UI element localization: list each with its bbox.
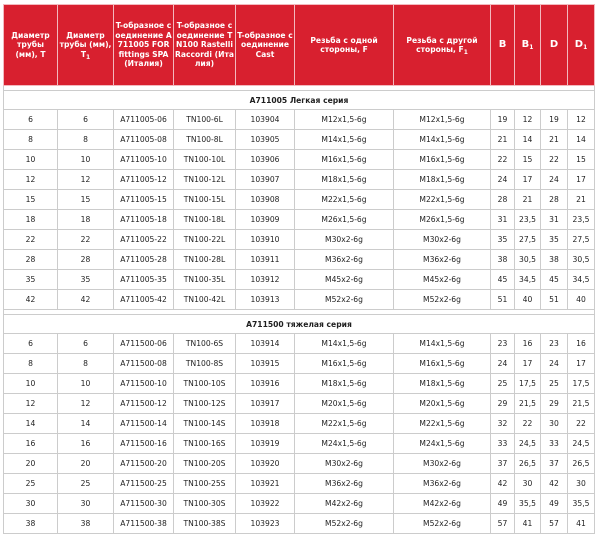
- cell-cast-code: 103913: [236, 290, 295, 310]
- cell-thread-f: M42x2-6g: [295, 494, 394, 514]
- table-header: [4, 5, 595, 86]
- cell-rastelli-code: TN100-12L: [174, 170, 236, 190]
- cell-pipe-diameter-t1: 28: [58, 250, 114, 270]
- cell-thread-f: M16x1,5-6g: [295, 150, 394, 170]
- cell-dim-b1: 17: [515, 354, 541, 374]
- cell-dim-d1: 21,5: [568, 394, 595, 414]
- cell-thread-f1: M45x2-6g: [394, 270, 491, 290]
- cell-dim-d: 57: [541, 514, 568, 534]
- cell-dim-b1: 30,5: [515, 250, 541, 270]
- table-row: [4, 414, 595, 434]
- cell-thread-f: M22x1,5-6g: [295, 190, 394, 210]
- cell-cast-code: 103909: [236, 210, 295, 230]
- section-title-row: [4, 91, 595, 110]
- fitting-spec-table: [3, 4, 595, 534]
- cell-pipe-diameter-t: 8: [4, 130, 58, 150]
- cell-dim-b1: 41: [515, 514, 541, 534]
- table-row: [4, 210, 595, 230]
- cell-thread-f1: M14x1,5-6g: [394, 130, 491, 150]
- cell-pipe-diameter-t1: 8: [58, 354, 114, 374]
- table-row: [4, 150, 595, 170]
- cell-dim-b1: 30: [515, 474, 541, 494]
- cell-pipe-diameter-t1: 14: [58, 414, 114, 434]
- cell-cast-code: 103914: [236, 334, 295, 354]
- cell-dim-d1: 22: [568, 414, 595, 434]
- cell-dim-d: 33: [541, 434, 568, 454]
- cell-rastelli-code: TN100-10S: [174, 374, 236, 394]
- cell-dim-d1: 23,5: [568, 210, 595, 230]
- cell-dim-b: 29: [491, 394, 515, 414]
- cell-rastelli-code: TN100-22L: [174, 230, 236, 250]
- spec-table-container: [3, 4, 594, 534]
- cell-dim-d: 35: [541, 230, 568, 250]
- cell-dim-d: 23: [541, 334, 568, 354]
- cell-for-fittings-code: A711005-15: [114, 190, 174, 210]
- cell-dim-d: 38: [541, 250, 568, 270]
- cell-pipe-diameter-t1: 12: [58, 394, 114, 414]
- cell-thread-f1: M26x1,5-6g: [394, 210, 491, 230]
- cell-dim-d1: 27,5: [568, 230, 595, 250]
- cell-thread-f: M45x2-6g: [295, 270, 394, 290]
- cell-for-fittings-code: A711005-18: [114, 210, 174, 230]
- cell-dim-b: 21: [491, 130, 515, 150]
- cell-rastelli-code: TN100-12S: [174, 394, 236, 414]
- cell-dim-b1: 23,5: [515, 210, 541, 230]
- cell-pipe-diameter-t1: 16: [58, 434, 114, 454]
- cell-dim-b1: 21: [515, 190, 541, 210]
- cell-thread-f: M26x1,5-6g: [295, 210, 394, 230]
- cell-cast-code: 103912: [236, 270, 295, 290]
- cell-thread-f1: M18x1,5-6g: [394, 170, 491, 190]
- cell-for-fittings-code: A711005-42: [114, 290, 174, 310]
- cell-thread-f1: M30x2-6g: [394, 230, 491, 250]
- cell-pipe-diameter-t: 10: [4, 374, 58, 394]
- cell-cast-code: 103905: [236, 130, 295, 150]
- cell-thread-f1: M14x1,5-6g: [394, 334, 491, 354]
- cell-cast-code: 103920: [236, 454, 295, 474]
- cell-for-fittings-code: A711500-25: [114, 474, 174, 494]
- cell-for-fittings-code: A711005-35: [114, 270, 174, 290]
- cell-dim-b1: 26,5: [515, 454, 541, 474]
- cell-thread-f: M18x1,5-6g: [295, 170, 394, 190]
- cell-thread-f: M16x1,5-6g: [295, 354, 394, 374]
- table-row: [4, 454, 595, 474]
- cell-thread-f: M36x2-6g: [295, 474, 394, 494]
- cell-pipe-diameter-t1: 22: [58, 230, 114, 250]
- cell-rastelli-code: TN100-20S: [174, 454, 236, 474]
- header-row: [4, 5, 595, 86]
- cell-dim-b: 38: [491, 250, 515, 270]
- cell-cast-code: 103918: [236, 414, 295, 434]
- cell-thread-f: M18x1,5-6g: [295, 374, 394, 394]
- cell-pipe-diameter-t: 42: [4, 290, 58, 310]
- cell-pipe-diameter-t: 22: [4, 230, 58, 250]
- cell-pipe-diameter-t1: 38: [58, 514, 114, 534]
- table-row: [4, 110, 595, 130]
- cell-dim-b: 37: [491, 454, 515, 474]
- cell-rastelli-code: TN100-15L: [174, 190, 236, 210]
- cell-rastelli-code: TN100-8L: [174, 130, 236, 150]
- cell-thread-f1: M52x2-6g: [394, 514, 491, 534]
- cell-dim-b: 35: [491, 230, 515, 250]
- cell-rastelli-code: TN100-16S: [174, 434, 236, 454]
- table-row: [4, 374, 595, 394]
- cell-dim-b: 42: [491, 474, 515, 494]
- cell-for-fittings-code: A711500-30: [114, 494, 174, 514]
- cell-rastelli-code: TN100-38S: [174, 514, 236, 534]
- cell-dim-d: 49: [541, 494, 568, 514]
- table-row: [4, 394, 595, 414]
- table-row: [4, 290, 595, 310]
- header-thread-f: Резьба с одной стороны, F: [295, 5, 394, 86]
- cell-cast-code: 103923: [236, 514, 295, 534]
- header-pipe-diameter-t1: Диаметр трубы (мм), $T_1$: [58, 5, 114, 86]
- cell-cast-code: 103904: [236, 110, 295, 130]
- cell-rastelli-code: TN100-14S: [174, 414, 236, 434]
- cell-cast-code: 103910: [236, 230, 295, 250]
- cell-for-fittings-code: A711500-20: [114, 454, 174, 474]
- cell-dim-b: 24: [491, 354, 515, 374]
- cell-dim-b: 23: [491, 334, 515, 354]
- cell-thread-f1: M30x2-6g: [394, 454, 491, 474]
- cell-pipe-diameter-t1: 6: [58, 334, 114, 354]
- cell-for-fittings-code: A711500-14: [114, 414, 174, 434]
- cell-for-fittings-code: A711500-08: [114, 354, 174, 374]
- cell-pipe-diameter-t1: 42: [58, 290, 114, 310]
- cell-dim-b1: 34,5: [515, 270, 541, 290]
- cell-dim-d: 28: [541, 190, 568, 210]
- cell-pipe-diameter-t: 6: [4, 110, 58, 130]
- cell-pipe-diameter-t: 30: [4, 494, 58, 514]
- cell-for-fittings-code: A711500-38: [114, 514, 174, 534]
- table-row: [4, 270, 595, 290]
- section-title-row: [4, 315, 595, 334]
- cell-for-fittings-code: A711005-10: [114, 150, 174, 170]
- cell-dim-b: 33: [491, 434, 515, 454]
- cell-thread-f1: M22x1,5-6g: [394, 414, 491, 434]
- table-row: [4, 130, 595, 150]
- cell-dim-d1: 26,5: [568, 454, 595, 474]
- section-title: A711005 Легкая серия: [4, 91, 595, 110]
- cell-rastelli-code: TN100-6L: [174, 110, 236, 130]
- table-body: [4, 86, 595, 534]
- cell-pipe-diameter-t: 38: [4, 514, 58, 534]
- cell-cast-code: 103919: [236, 434, 295, 454]
- cell-dim-b1: 22: [515, 414, 541, 434]
- table-row: [4, 230, 595, 250]
- cell-pipe-diameter-t: 10: [4, 150, 58, 170]
- cell-dim-b1: 24,5: [515, 434, 541, 454]
- table-row: [4, 514, 595, 534]
- cell-rastelli-code: TN100-10L: [174, 150, 236, 170]
- cell-dim-d1: 17,5: [568, 374, 595, 394]
- header-rastelli-raccordi: T-образное соединение TN100 Rastelli Raccordi (Италия): [174, 5, 236, 86]
- cell-thread-f1: M16x1,5-6g: [394, 150, 491, 170]
- cell-cast-code: 103915: [236, 354, 295, 374]
- cell-thread-f: M22x1,5-6g: [295, 414, 394, 434]
- cell-pipe-diameter-t1: 30: [58, 494, 114, 514]
- cell-cast-code: 103907: [236, 170, 295, 190]
- cell-dim-b: 32: [491, 414, 515, 434]
- cell-rastelli-code: TN100-25S: [174, 474, 236, 494]
- cell-pipe-diameter-t1: 10: [58, 150, 114, 170]
- cell-dim-b1: 17: [515, 170, 541, 190]
- cell-pipe-diameter-t1: 25: [58, 474, 114, 494]
- cell-cast-code: 103922: [236, 494, 295, 514]
- cell-dim-d1: 30,5: [568, 250, 595, 270]
- cell-dim-d: 25: [541, 374, 568, 394]
- cell-thread-f: M20x1,5-6g: [295, 394, 394, 414]
- cell-thread-f: M30x2-6g: [295, 454, 394, 474]
- cell-thread-f: M12x1,5-6g: [295, 110, 394, 130]
- cell-thread-f1: M24x1,5-6g: [394, 434, 491, 454]
- cell-for-fittings-code: A711005-06: [114, 110, 174, 130]
- cell-dim-b1: 21,5: [515, 394, 541, 414]
- cell-dim-b1: 15: [515, 150, 541, 170]
- cell-thread-f1: M12x1,5-6g: [394, 110, 491, 130]
- cell-pipe-diameter-t: 18: [4, 210, 58, 230]
- cell-pipe-diameter-t: 12: [4, 394, 58, 414]
- cell-pipe-diameter-t1: 12: [58, 170, 114, 190]
- cell-dim-d: 37: [541, 454, 568, 474]
- cell-for-fittings-code: A711005-08: [114, 130, 174, 150]
- cell-dim-b: 24: [491, 170, 515, 190]
- cell-dim-b: 57: [491, 514, 515, 534]
- cell-thread-f: M24x1,5-6g: [295, 434, 394, 454]
- cell-thread-f: M36x2-6g: [295, 250, 394, 270]
- cell-dim-d1: 16: [568, 334, 595, 354]
- header-pipe-diameter-t: Диаметр трубы (мм), T: [4, 5, 58, 86]
- cell-dim-b1: 17,5: [515, 374, 541, 394]
- cell-dim-d: 21: [541, 130, 568, 150]
- cell-dim-d1: 41: [568, 514, 595, 534]
- cell-dim-b1: 16: [515, 334, 541, 354]
- cell-for-fittings-code: A711500-06: [114, 334, 174, 354]
- cell-rastelli-code: TN100-30S: [174, 494, 236, 514]
- cell-dim-d: 51: [541, 290, 568, 310]
- cell-dim-d: 42: [541, 474, 568, 494]
- cell-rastelli-code: TN100-6S: [174, 334, 236, 354]
- cell-dim-b1: 35,5: [515, 494, 541, 514]
- cell-for-fittings-code: A711500-16: [114, 434, 174, 454]
- header-b: B: [491, 5, 515, 86]
- cell-cast-code: 103921: [236, 474, 295, 494]
- cell-thread-f1: M52x2-6g: [394, 290, 491, 310]
- cell-pipe-diameter-t: 28: [4, 250, 58, 270]
- cell-pipe-diameter-t1: 10: [58, 374, 114, 394]
- cell-thread-f1: M22x1,5-6g: [394, 190, 491, 210]
- cell-pipe-diameter-t: 8: [4, 354, 58, 374]
- cell-pipe-diameter-t: 6: [4, 334, 58, 354]
- cell-cast-code: 103917: [236, 394, 295, 414]
- cell-dim-d: 19: [541, 110, 568, 130]
- cell-pipe-diameter-t: 12: [4, 170, 58, 190]
- cell-for-fittings-code: A711500-12: [114, 394, 174, 414]
- header-cast: T-образное соединение Cast: [236, 5, 295, 86]
- cell-dim-b: 51: [491, 290, 515, 310]
- cell-dim-d: 31: [541, 210, 568, 230]
- cell-thread-f: M52x2-6g: [295, 514, 394, 534]
- table-row: [4, 434, 595, 454]
- cell-thread-f: M52x2-6g: [295, 290, 394, 310]
- cell-pipe-diameter-t: 20: [4, 454, 58, 474]
- cell-rastelli-code: TN100-42L: [174, 290, 236, 310]
- cell-thread-f: M14x1,5-6g: [295, 334, 394, 354]
- table-row: [4, 250, 595, 270]
- cell-pipe-diameter-t: 35: [4, 270, 58, 290]
- cell-cast-code: 103916: [236, 374, 295, 394]
- table-row: [4, 354, 595, 374]
- cell-for-fittings-code: A711500-10: [114, 374, 174, 394]
- cell-thread-f1: M36x2-6g: [394, 474, 491, 494]
- cell-dim-d1: 24,5: [568, 434, 595, 454]
- cell-dim-b: 45: [491, 270, 515, 290]
- cell-dim-b1: 14: [515, 130, 541, 150]
- cell-thread-f1: M20x1,5-6g: [394, 394, 491, 414]
- cell-for-fittings-code: A711005-22: [114, 230, 174, 250]
- cell-dim-d1: 12: [568, 110, 595, 130]
- cell-dim-d1: 34,5: [568, 270, 595, 290]
- cell-pipe-diameter-t1: 35: [58, 270, 114, 290]
- cell-rastelli-code: TN100-8S: [174, 354, 236, 374]
- cell-pipe-diameter-t1: 20: [58, 454, 114, 474]
- cell-dim-b: 19: [491, 110, 515, 130]
- cell-thread-f1: M18x1,5-6g: [394, 374, 491, 394]
- cell-for-fittings-code: A711005-28: [114, 250, 174, 270]
- table-row: [4, 170, 595, 190]
- cell-dim-d: 29: [541, 394, 568, 414]
- cell-dim-d1: 35,5: [568, 494, 595, 514]
- cell-dim-d1: 15: [568, 150, 595, 170]
- cell-dim-b: 28: [491, 190, 515, 210]
- header-thread-f1: Резьба с другой стороны, $F_1$: [394, 5, 491, 86]
- header-d: D: [541, 5, 568, 86]
- header-for-fittings-spa: T-образное соединение A711005 FOR fittings SPA (Италия): [114, 5, 174, 86]
- table-row: [4, 494, 595, 514]
- cell-pipe-diameter-t1: 8: [58, 130, 114, 150]
- cell-rastelli-code: TN100-35L: [174, 270, 236, 290]
- cell-pipe-diameter-t: 14: [4, 414, 58, 434]
- cell-dim-d1: 40: [568, 290, 595, 310]
- cell-pipe-diameter-t1: 6: [58, 110, 114, 130]
- table-row: [4, 334, 595, 354]
- cell-dim-b1: 40: [515, 290, 541, 310]
- cell-dim-d1: 17: [568, 354, 595, 374]
- cell-thread-f: M30x2-6g: [295, 230, 394, 250]
- cell-dim-b: 22: [491, 150, 515, 170]
- cell-pipe-diameter-t: 25: [4, 474, 58, 494]
- cell-dim-d: 45: [541, 270, 568, 290]
- cell-dim-d: 22: [541, 150, 568, 170]
- cell-dim-b: 25: [491, 374, 515, 394]
- cell-cast-code: 103908: [236, 190, 295, 210]
- cell-pipe-diameter-t1: 18: [58, 210, 114, 230]
- cell-cast-code: 103906: [236, 150, 295, 170]
- section-title: A711500 тяжелая серия: [4, 315, 595, 334]
- cell-dim-d: 24: [541, 170, 568, 190]
- cell-thread-f: M14x1,5-6g: [295, 130, 394, 150]
- cell-thread-f1: M36x2-6g: [394, 250, 491, 270]
- cell-dim-d1: 14: [568, 130, 595, 150]
- table-row: [4, 190, 595, 210]
- cell-dim-b1: 27,5: [515, 230, 541, 250]
- cell-thread-f1: M42x2-6g: [394, 494, 491, 514]
- header-d1: $D_1$: [568, 5, 595, 86]
- cell-for-fittings-code: A711005-12: [114, 170, 174, 190]
- cell-dim-b: 31: [491, 210, 515, 230]
- cell-dim-d1: 17: [568, 170, 595, 190]
- cell-pipe-diameter-t: 16: [4, 434, 58, 454]
- cell-pipe-diameter-t: 15: [4, 190, 58, 210]
- cell-rastelli-code: TN100-28L: [174, 250, 236, 270]
- table-row: [4, 474, 595, 494]
- cell-rastelli-code: TN100-18L: [174, 210, 236, 230]
- cell-thread-f1: M16x1,5-6g: [394, 354, 491, 374]
- cell-dim-b: 49: [491, 494, 515, 514]
- header-b1: $B_1$: [515, 5, 541, 86]
- cell-dim-d1: 30: [568, 474, 595, 494]
- cell-pipe-diameter-t1: 15: [58, 190, 114, 210]
- cell-dim-d1: 21: [568, 190, 595, 210]
- cell-cast-code: 103911: [236, 250, 295, 270]
- cell-dim-d: 24: [541, 354, 568, 374]
- cell-dim-b1: 12: [515, 110, 541, 130]
- cell-dim-d: 30: [541, 414, 568, 434]
